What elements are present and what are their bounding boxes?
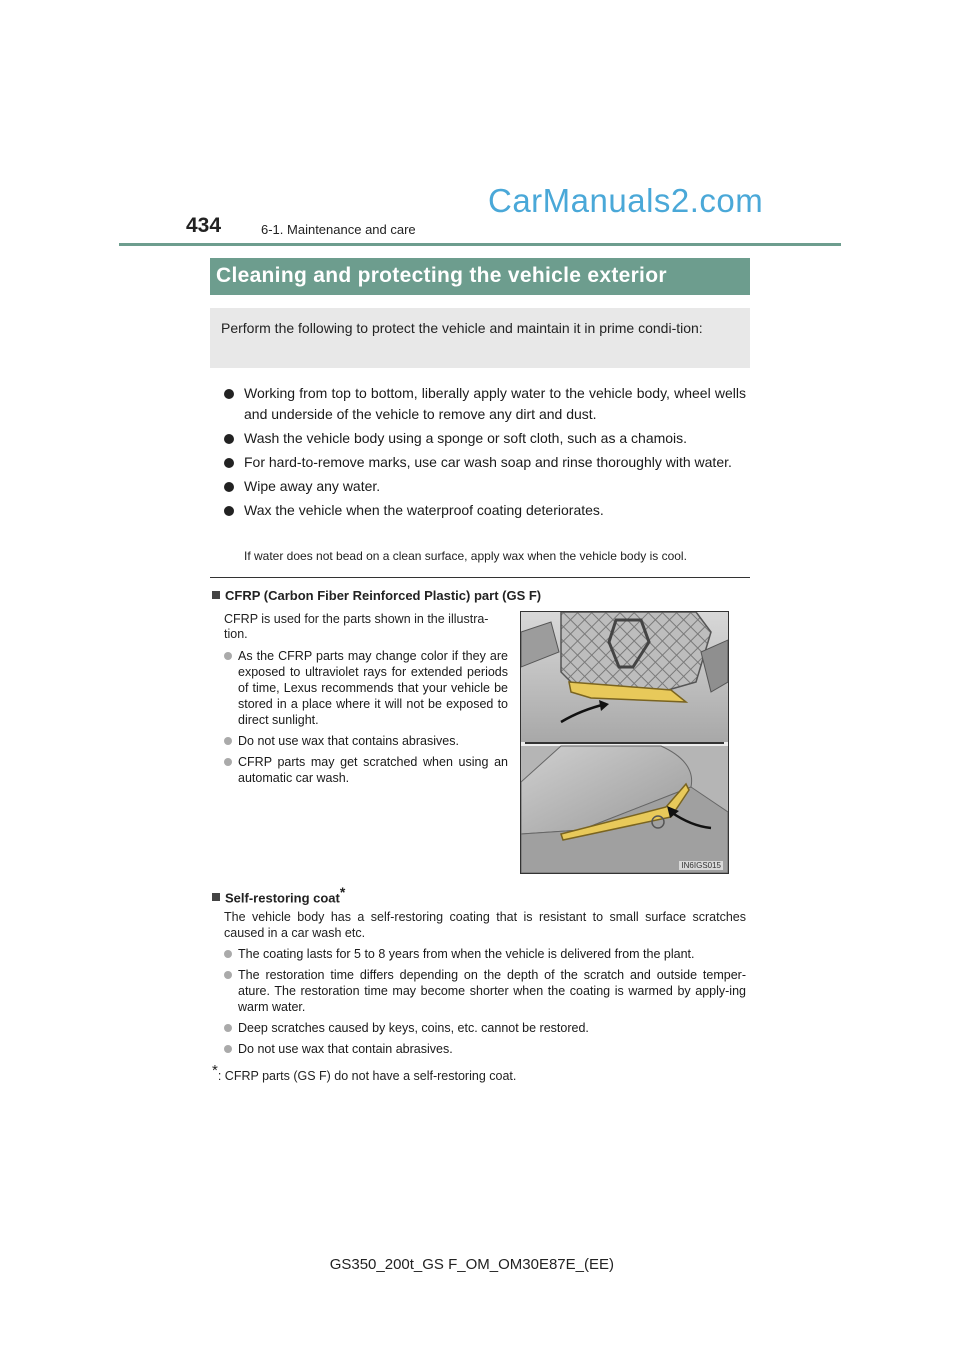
list-item: CFRP parts may get scratched when using an automatic car wash. [224,754,508,786]
asterisk-mark: * [339,884,346,900]
list-item: Wipe away any water. [224,476,746,497]
page-number: 434 [186,214,222,237]
square-bullet-icon [212,893,220,901]
bullet-icon [224,482,234,492]
watermark-text[interactable]: CarManuals2.com [488,182,764,219]
title-bar [210,258,750,295]
footnote-asterisk: * [212,1062,218,1079]
bullet-icon [224,506,234,516]
intro-text: Perform the following to protect the vehicle and maintain it in prime condi-tion: [221,320,703,336]
square-bullet-icon [212,591,220,599]
self-restoring-heading: Self-restoring coat* [212,884,345,905]
list-item: Wash the vehicle body using a sponge or soft cloth, such as a chamois. [224,428,746,449]
front-bumper-view [521,612,728,742]
bullet-icon [224,758,232,766]
bullet-icon [224,1024,232,1032]
list-item: Do not use wax that contain abrasives. [224,1041,746,1057]
cfrp-parts-illustration [520,611,729,874]
maintenance-steps-list [224,383,746,524]
bullet-icon [224,971,232,979]
car-illustration-svg [521,612,728,873]
section-divider [210,577,750,578]
cfrp-notes-list [224,648,508,791]
bullet-icon [224,652,232,660]
intro-box [210,308,750,368]
cfrp-intro: CFRP is used for the parts shown in the illustra-tion. [224,612,489,641]
self-restoring-notes-list [224,946,746,1062]
list-item: Working from top to bottom, liberally apply water to the vehicle body, wheel wells and underside of the vehicle to remove any dirt and dust. [224,383,746,425]
list-item: The coating lasts for 5 to 8 years from when the vehicle is delivered from the plant. [224,946,746,962]
rear-trunk-view [521,746,728,873]
self-restoring-description: The vehicle body has a self-restoring coating that is resistant to small surface scratches caused in a car wash etc. [224,910,746,940]
list-item: As the CFRP parts may change color if they are exposed to ultraviolet rays for extended periods of time, Lexus recommends that your vehicle be stored in a place where it will not be exposed to direct sunlight. [224,648,508,728]
list-item: For hard-to-remove marks, use car wash soap and rinse thoroughly with water. [224,452,746,473]
figure-code: IN6IGS015 [681,861,721,870]
header-rule [119,243,841,246]
list-item: The restoration time differs depending on the depth of the scratch and outside temper-ature. The restoration time may become shorter when the coating is warmed by apply-ing warm water. [224,967,746,1015]
wax-note: If water does not bead on a clean surface, apply wax when the vehicle body is cool. [244,549,687,563]
footnote: *: CFRP parts (GS F) do not have a self-restoring coat. [212,1062,517,1084]
bullet-icon [224,737,232,745]
bullet-icon [224,950,232,958]
page-title: Cleaning and protecting the vehicle exterior [216,264,667,287]
footer-document-code: GS350_200t_GS F_OM_OM30E87E_(EE) [329,1256,614,1273]
bullet-icon [224,389,234,399]
bullet-icon [224,1045,232,1053]
bullet-icon [224,434,234,444]
cfrp-heading: CFRP (Carbon Fiber Reinforced Plastic) part (GS F) [212,588,541,603]
list-item: Wax the vehicle when the waterproof coating deteriorates. [224,500,746,521]
list-item: Do not use wax that contains abrasives. [224,733,508,749]
bullet-icon [224,458,234,468]
section-label: 6-1. Maintenance and care [261,222,416,237]
list-item: Deep scratches caused by keys, coins, etc. cannot be restored. [224,1020,746,1036]
